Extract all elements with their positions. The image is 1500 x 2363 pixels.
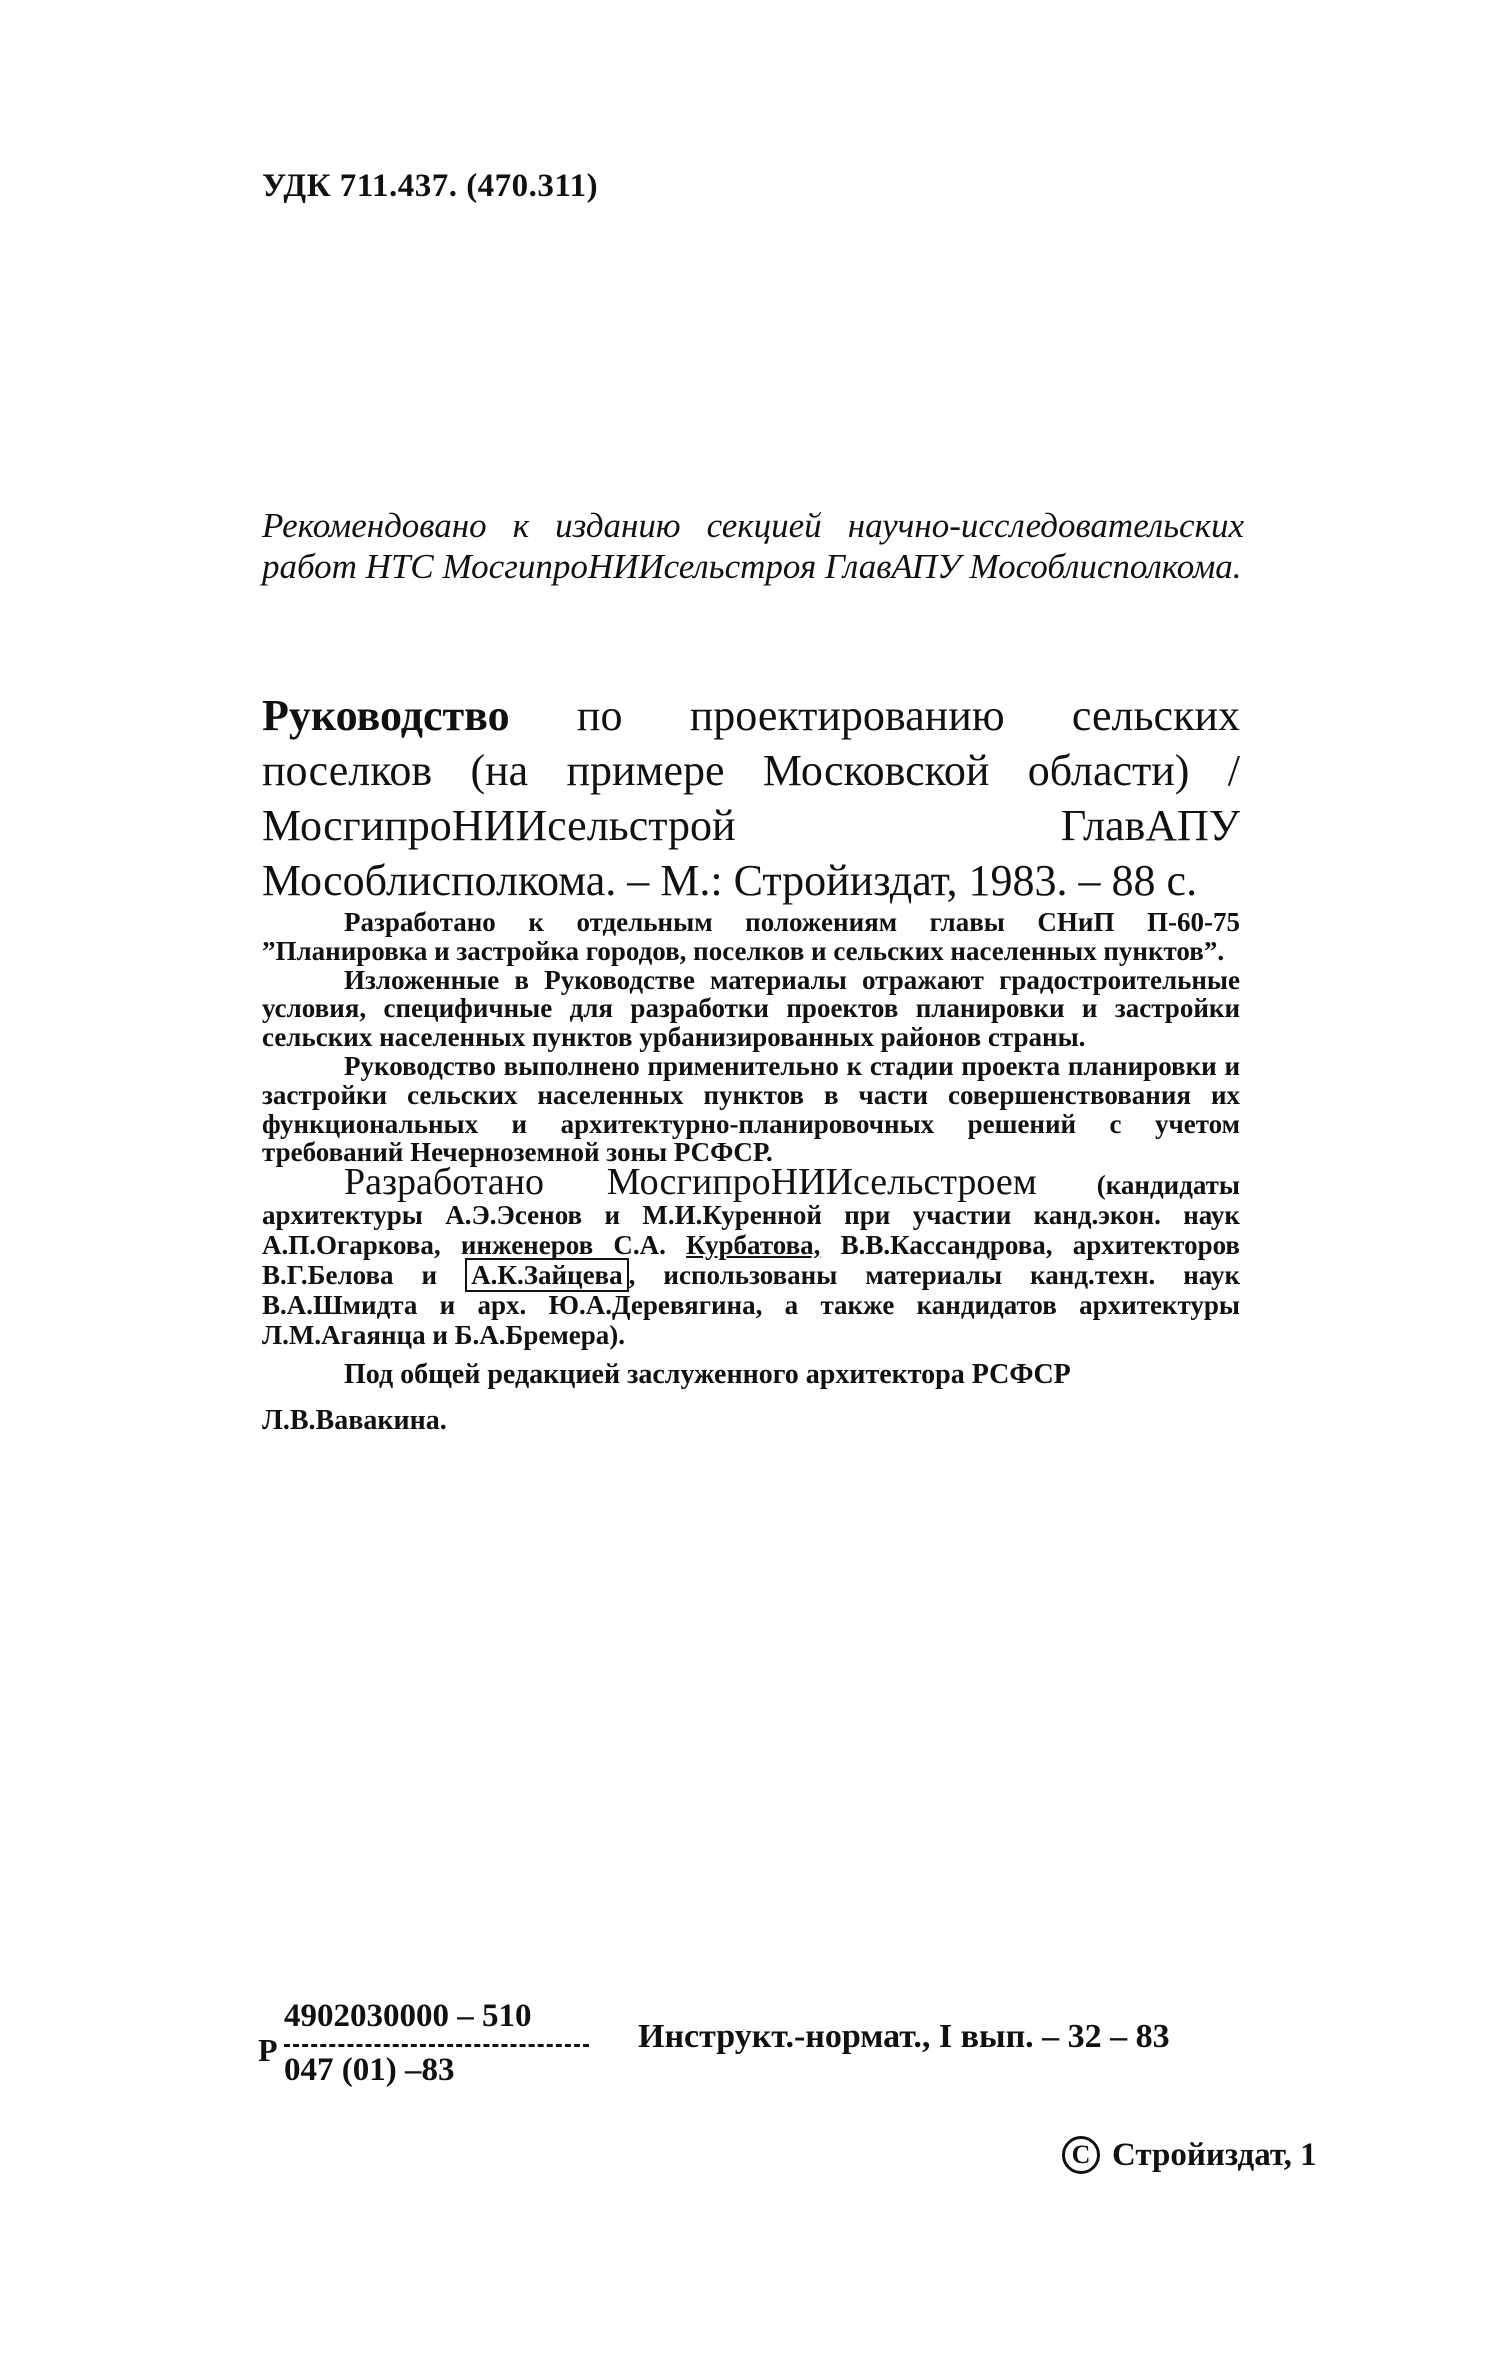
editor-line-1: Под общей редакцией заслуженного архитектора РСФСР bbox=[344, 1359, 1071, 1391]
classification-tail: Инструкт.-нормат., I вып. – 32 – 83 bbox=[638, 2018, 1170, 2055]
paragraph-developed: Разработано к отдельным положениям главы СНиП П-60-75 ”Планировка и застройка городов, поселков и сельских населенных пунктов”. bbox=[262, 907, 1240, 966]
book-title-lead: Руководство bbox=[262, 691, 510, 740]
paragraph-scope: Руководство выполнено применительно к стадии проекта планировки и застройки сельских населенных пунктов в части совершенствования их функциональных и архитектурно-планировочных решений с учетом требований Нечерноземной зоны РСФСР. bbox=[262, 1050, 1240, 1168]
copyright-text: Стройиздат, 1 bbox=[1112, 2136, 1317, 2173]
credits-zaitsev-boxed: А.К.Зайцева bbox=[465, 1258, 629, 1292]
copyright-line bbox=[1062, 2136, 1317, 2174]
bibliographic-rest: по проектированию сельских поселков (на примере Московской области) / МосгипроНИИсельстрой ГлавАПУ Мособлисполкома. – М.: Стройиздат, 1983. – 88 с. bbox=[262, 691, 1240, 905]
udk-code: УДК 711.437. (470.311) bbox=[262, 168, 599, 204]
editor-note bbox=[262, 1352, 1240, 1444]
classification-numerator: 4902030000 – 510 bbox=[284, 1998, 532, 2034]
credits-part2: В.В.Кассандрова, архитекторов В.Г.Белова и bbox=[262, 1230, 1240, 1291]
annotation-block bbox=[262, 688, 1240, 1444]
credits-kurbatov: Курбатова, bbox=[686, 1230, 821, 1261]
paragraph-materials: Изложенные в Руководстве материалы отражают градостроительные условия, специфичные для разработки проектов планировки и застройки сельских населенных пунктов урбанизированных районов страны. bbox=[262, 964, 1240, 1053]
developed-by: Разработано МосгипроНИИсельстроем bbox=[344, 1161, 1037, 1204]
fraction-bar bbox=[284, 2044, 589, 2047]
credits-paragraph bbox=[262, 1161, 1240, 1351]
classification-denominator: 047 (01) –83 bbox=[284, 2052, 455, 2088]
credits-part3: , использованы материалы канд.техн. наук В.А.Шмидта и арх. Ю.А.Деревягина, а также кандидатов архитектуры Л.М.Агаянца и Б.А.Бремера). bbox=[262, 1260, 1240, 1351]
recommendation-note: Рекомендовано к изданию секцией научно-исследовательских работ НТС МосгипроНИИсельстроя ГлавАПУ Мособлисполкома. bbox=[262, 506, 1244, 586]
bibliographic-description bbox=[262, 688, 1240, 908]
copyright-icon: C bbox=[1062, 2136, 1100, 2174]
editor-line-2: Л.В.Вавакина. bbox=[262, 1405, 447, 1437]
credits-part1: (кандидаты архитектуры А.Э.Эсенов и М.И.Куренной при участии канд.экон. наук А.П.Огаркова, инженеров С.А. bbox=[262, 1170, 1240, 1261]
classification-prefix: Р bbox=[258, 2032, 278, 2068]
